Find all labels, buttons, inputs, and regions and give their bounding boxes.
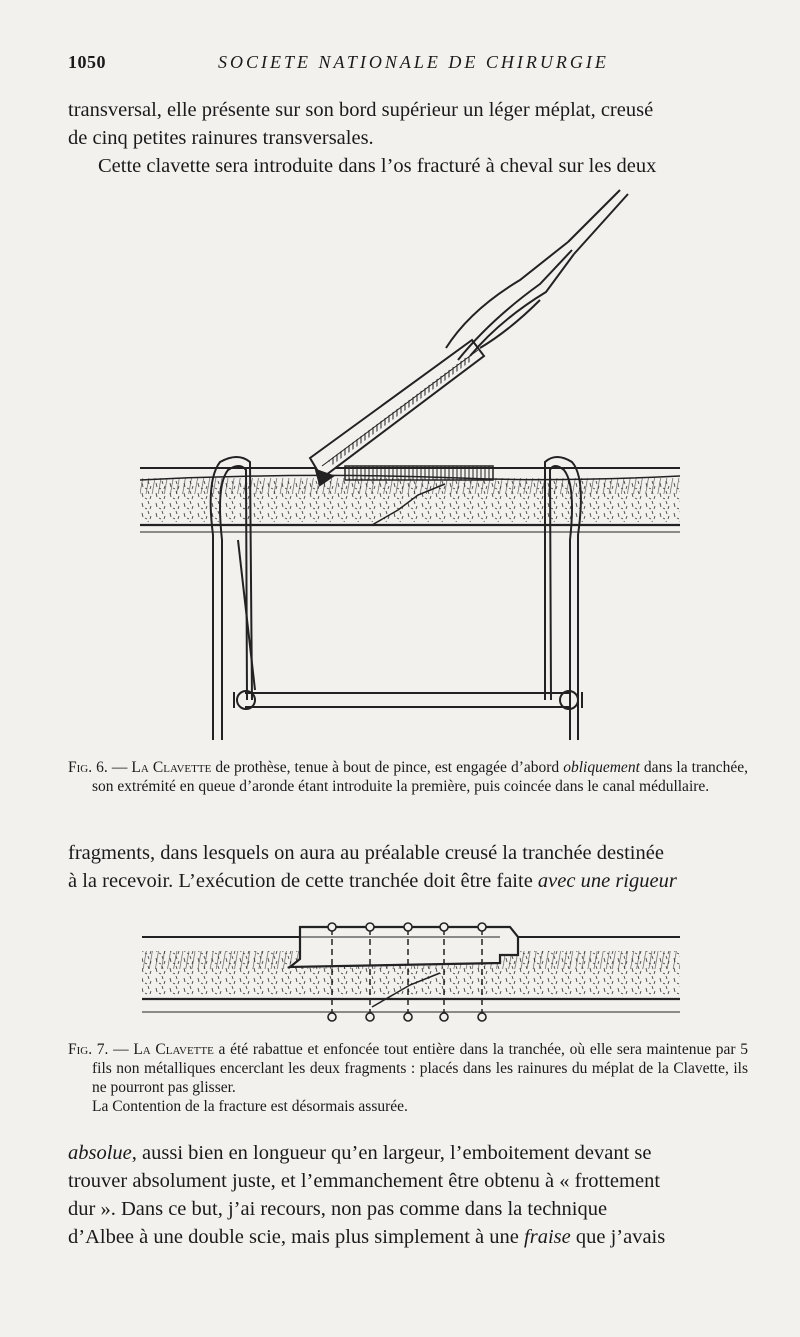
paragraph-2-line-2-text: à la recevoir. L’exécution de cette tranchée doit être faite <box>68 870 538 892</box>
trench-slot <box>345 466 493 480</box>
page-header <box>68 52 748 78</box>
paragraph-3-line-4-emphasis: fraise <box>524 1226 571 1248</box>
figure-6-dash: — <box>107 759 132 776</box>
figure-6-name: La Clavette <box>131 759 212 776</box>
figure-7-name: La Clavette <box>133 1041 214 1058</box>
paragraph-3-line-3: dur ». Dans ce but, j’ai recours, non pas comme dans la technique <box>68 1198 608 1220</box>
paragraph-3 <box>68 1139 748 1251</box>
paragraph-1 <box>68 96 748 180</box>
figure-6-text-1: de prothèse, tenue à bout de pince, est engagée d’abord <box>211 759 564 776</box>
figure-7-illustration <box>0 915 800 1030</box>
paragraph-3-line-1 <box>68 1139 748 1167</box>
figure-6-label: Fig. 6. <box>68 759 108 776</box>
paragraph-3-line-4-tail: que j’avais <box>570 1226 666 1248</box>
page-number: 1050 <box>68 52 106 72</box>
paragraph-3-line-1-emphasis: absolue <box>68 1142 132 1164</box>
figure-7-text-2: La Contention de la fracture est désormais assurée. <box>92 1098 408 1115</box>
paragraph-2 <box>68 839 748 895</box>
figure-6 <box>0 180 800 750</box>
figure-6-text-2: dans la tranchée, son extrémité en queue d’aronde étant introduite la première, puis coincée dans le canal médullaire. <box>92 759 749 795</box>
paragraph-2-line-2-emphasis: avec une rigueur <box>537 870 677 892</box>
paragraph-1-line-3: Cette clavette sera introduite dans l’os fracturé à cheval sur les deux <box>98 155 657 177</box>
figure-7-label: Fig. 7. <box>68 1041 109 1058</box>
paragraph-3-line-2: trouver absolument juste, et l’emmanchement être obtenu à « frottement <box>68 1170 661 1192</box>
figure-7-caption <box>68 1040 749 1116</box>
figure-6-caption <box>68 758 749 796</box>
paragraph-1-line-1: transversal, elle présente sur son bord supérieur un léger méplat, creusé <box>68 99 654 121</box>
clavette-prosthesis <box>310 340 484 485</box>
figure-7 <box>0 915 800 1030</box>
clavette-embedded <box>290 927 518 967</box>
paragraph-3-line-4 <box>68 1223 748 1251</box>
figure-7-text-1: a été rabattue et enfoncée tout entière dans la tranchée, où elle sera maintenue par 5 fils non métalliques encerclant les deux fragments : placés dans les rainures du méplat de la Clavette, ils ne pourront pas glisser. <box>92 1041 749 1096</box>
figure-7-dash: — <box>108 1041 134 1058</box>
figure-6-emphasis: obliquement <box>563 759 640 776</box>
forceps-instrument <box>446 190 628 360</box>
paragraph-1-line-2: de cinq petites rainures transversales. <box>68 127 374 149</box>
figure-6-illustration <box>0 180 800 750</box>
running-title: SOCIETE NATIONALE DE CHIRURGIE <box>218 52 609 72</box>
crossbar <box>234 691 582 709</box>
paragraph-3-line-4-text: d’Albee à une double scie, mais plus simplement à une <box>68 1226 525 1248</box>
paragraph-3-line-1-text: , aussi bien en longueur qu’en largeur, l’emboitement devant se <box>131 1142 652 1164</box>
paragraph-2-line-2 <box>68 867 748 895</box>
paragraph-2-line-1: fragments, dans lesquels on aura au préalable creusé la tranchée destinée <box>68 842 664 864</box>
